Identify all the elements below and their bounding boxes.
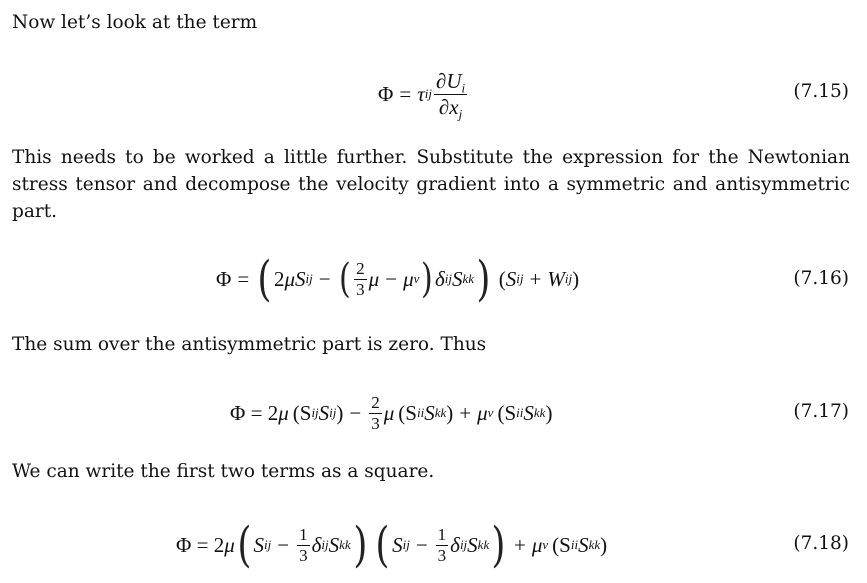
equation-7-17: Φ = 2 μ (S ij S ij ) − $\frac{2}{3}$ μ (S ii S kk ) + μ v (S ii S kk ) [230, 392, 553, 433]
phi-symbol: Φ [378, 81, 394, 106]
tau-symbol: τ [417, 81, 425, 106]
one-third-fraction: $\frac{1}{3}$ [299, 524, 308, 565]
equation-number-7-17: (7.17) [793, 401, 849, 422]
equation-number-7-18: (7.18) [793, 533, 849, 554]
square-paragraph: We can write the first two terms as a square. [12, 461, 435, 482]
equation-7-16: Φ = ( 2 μ S ij − ( $\frac{2}{3}$ μ − μ v ) δ ij S kk ) ( S ij + W ij ) [216, 251, 580, 307]
two-thirds-fraction: $\frac{2}{3}$ [371, 392, 380, 433]
intro-paragraph: Now let’s look at the term [12, 12, 258, 33]
derivative-fraction: $\frac{\partial U_i}{\partial x_j}$ [435, 69, 466, 122]
equation-number-7-15: (7.15) [793, 81, 849, 102]
equals-sign: = [399, 81, 412, 106]
equation-7-15: Φ = τ ij $\frac{\partial U_i}{\partial x_j}$ [378, 69, 466, 122]
sum-zero-paragraph: The sum over the antisymmetric part is zero. Thus [12, 334, 487, 355]
two-thirds-fraction: $\frac{2}{3}$ [356, 258, 365, 299]
equation-7-18: Φ = 2 μ ( S ij − $\frac{1}{3}$ δ ij S kk ) ( S ij − $\frac{1}{3}$ δ ij S kk ) + μ v (S ii S kk ) [176, 517, 608, 573]
one-third-fraction: $\frac{1}{3}$ [437, 524, 447, 565]
equation-number-7-16: (7.16) [793, 268, 849, 289]
work-further-paragraph: This needs to be worked a little further. Substitute the expression for the Newtonian stress tensor and decompose the velocity gradient into a symmetric and antisymmetric part. [12, 147, 850, 222]
